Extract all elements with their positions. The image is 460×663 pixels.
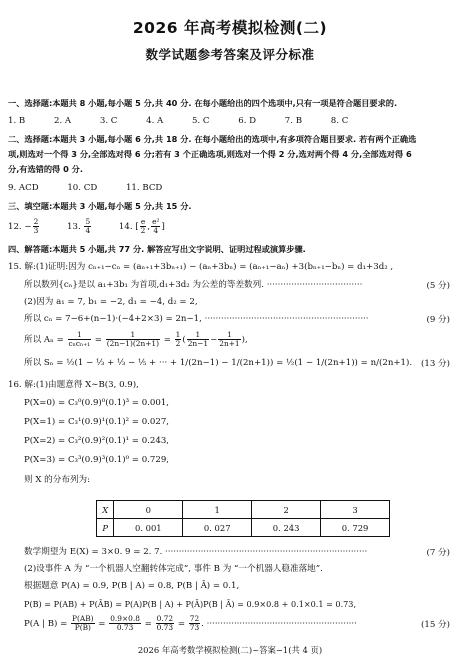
- answer-4: 4. A: [146, 116, 164, 126]
- page-subtitle: 数学试题参考答案及评分标准: [145, 47, 315, 62]
- q15-points-2: (9 分): [426, 315, 450, 325]
- answer-13: 13. $\frac{5}{4}$: [67, 217, 91, 235]
- table-cell: 1: [183, 501, 252, 519]
- q15-line4: 所以 cₙ = 7−6+(n−1)·(−4+2×3) = 2n−1, ····························································: [24, 314, 369, 324]
- fraction: $\frac{e}{2}$: [140, 217, 146, 235]
- section2-heading-2: 项,则选对一个得 3 分,全部选对得 6 分;若有 3 个正确选项,则选对一个得 2 分,选对两个得 4 分,全部选对得 6: [8, 149, 412, 159]
- section2-heading-1: 二、选择题:本题共 3 小题,每小题 6 分,共 18 分. 在每小题给出的选项中,有多项符合题目要求. 若有两个正确选: [8, 134, 417, 144]
- section4-heading: 四、解答题:本题共 5 小题,共 77 分. 解答应写出文字说明、证明过程或演算步骤.: [8, 244, 306, 254]
- q15-line6: 所以 Sₙ = ½(1 − ⅓ + ⅓ − ⅕ + ··· + 1/(2n−1) − 1/(2n+1)) = ½(1 − 1/(2n+1)) = n/(2n+1).: [24, 358, 413, 368]
- answer-1: 1. B: [8, 116, 26, 126]
- answer-8: 8. C: [330, 116, 349, 126]
- fraction: $\frac{2}{3}$: [33, 217, 39, 235]
- section3-heading: 三、填空题:本题共 3 小题,每小题 5 分,共 15 分.: [8, 201, 192, 211]
- q16-line4: P(X=2) = C₃²(0.9)²(0.1)¹ = 0.243,: [24, 436, 170, 446]
- section1-heading: 一、选择题:本题共 8 小题,每小题 5 分,共 40 分. 在每小题给出的四个选项中,只有一项是符合题目要求的.: [8, 98, 398, 108]
- table-row: [97, 501, 390, 519]
- q16-line9: 根据题意 P(A) = 0.9, P(B | A) = 0.8, P(B | Ā) = 0.1,: [24, 581, 240, 591]
- section2-answers: [8, 182, 454, 194]
- section3-answers: [8, 218, 454, 236]
- table-cell: 0. 001: [114, 519, 183, 537]
- answer-3: 3. C: [99, 116, 118, 126]
- q16-points-1: (7 分): [426, 548, 450, 558]
- answer-7: 7. B: [284, 116, 303, 126]
- q16-line10: P(B) = P(AB) + P(ĀB) = P(A)P(B | A) + P(Ā)P(B | Ā) = 0.9×0.8 + 0.1×0.1 = 0.73,: [24, 599, 357, 609]
- q16-line7: 数学期望为 E(X) = 3×0. 9 = 2. 7. ··········································································: [24, 547, 368, 557]
- page-footer: 2026 年高考数学模拟检测(二)~答案−1(共 4 页): [137, 645, 323, 655]
- section1-answers: [8, 115, 454, 127]
- fraction: $\frac{\text{e²}}{4}$: [152, 217, 160, 235]
- q16-line8: (2)设事件 A 为 “一个机器人空翻转体完成”, 事件 B 为 “一个机器人稳准落地”.: [24, 564, 323, 574]
- answer-5: 5. C: [191, 116, 210, 126]
- table-cell: 3: [321, 501, 390, 519]
- table-cell: 0. 027: [183, 519, 252, 537]
- page-title: 2026 年高考模拟检测(二): [132, 19, 328, 37]
- table-cell: 0. 243: [252, 519, 321, 537]
- answer-2: 2. A: [53, 116, 72, 126]
- q16-points-2: (15 分): [421, 620, 450, 630]
- q16-line11: P(A | B) = $\frac{P(AB)}{P(B)}$ = $\frac{0.9\times 0.8}{0.73}$ = $\frac{0.72}{0.73}$ = $\frac{72}{73}$ . ·······················································: [24, 614, 357, 632]
- q15-line2: 所以数列{cₙ}是以 a₁+3b₁ 为首项,d₁+3d₂ 为公差的等差数列. ···································: [24, 280, 363, 290]
- table-cell: 2: [252, 501, 321, 519]
- answer-14: 14. [ $\frac{e}{2}$ , $\frac{\text{e²}}{4}$ ]: [118, 217, 165, 235]
- distribution-table: [96, 500, 390, 537]
- q16-line5: P(X=3) = C₃³(0.9)³(0.1)⁰ = 0.729,: [24, 455, 170, 465]
- q15-points-3: (13 分): [421, 359, 450, 369]
- q16-line6: 则 X 的分布列为:: [24, 475, 91, 485]
- table-row: [97, 519, 390, 537]
- answer-10: 10. CD: [67, 183, 98, 193]
- q16-line1: 16. 解:(1)由题意得 X∼B(3, 0.9),: [8, 380, 139, 390]
- table-cell: P: [97, 519, 114, 537]
- answer-12: 12. − $\frac{2}{3}$: [8, 217, 39, 235]
- table-cell: 0. 729: [321, 519, 390, 537]
- q16-line2: P(X=0) = C₃⁰(0.9)⁰(0.1)³ = 0.001,: [24, 398, 170, 408]
- answer-11: 11. BCD: [125, 183, 163, 193]
- table-cell: 0: [114, 501, 183, 519]
- table-cell: X: [97, 501, 114, 519]
- section2-heading-3: 分,有选错的得 0 分.: [8, 164, 83, 174]
- q15-points-1: (5 分): [426, 281, 450, 291]
- answer-9: 9. ACD: [8, 183, 39, 193]
- answer-6: 6. D: [238, 116, 257, 126]
- q15-line5: 所以 Aₙ = $\frac{1}{\text{cₙcₙ₊₁}}$ = $\frac{1}{(2n-1)(2n+1)}$ = $\frac{1}{2}$ ( $\frac{1}{2n-1}$ − $\frac{1}{2n+1}$ ),: [24, 330, 248, 348]
- fraction: $\frac{5}{4}$: [85, 217, 91, 235]
- q15-line1: 15. 解:(1)证明:因为 cₙ₊₁−cₙ = (aₙ₊₁+3bₙ₊₁) − (aₙ+3bₙ) = (aₙ₊₁−aₙ) +3(bₙ₊₁−bₙ) = d₁+3d₂ ,: [8, 262, 394, 272]
- q15-line3: (2)因为 a₁ = 7, b₁ = −2, d₁ = −4, d₂ = 2,: [24, 297, 198, 307]
- q16-line3: P(X=1) = C₃¹(0.9)¹(0.1)² = 0.027,: [24, 417, 170, 427]
